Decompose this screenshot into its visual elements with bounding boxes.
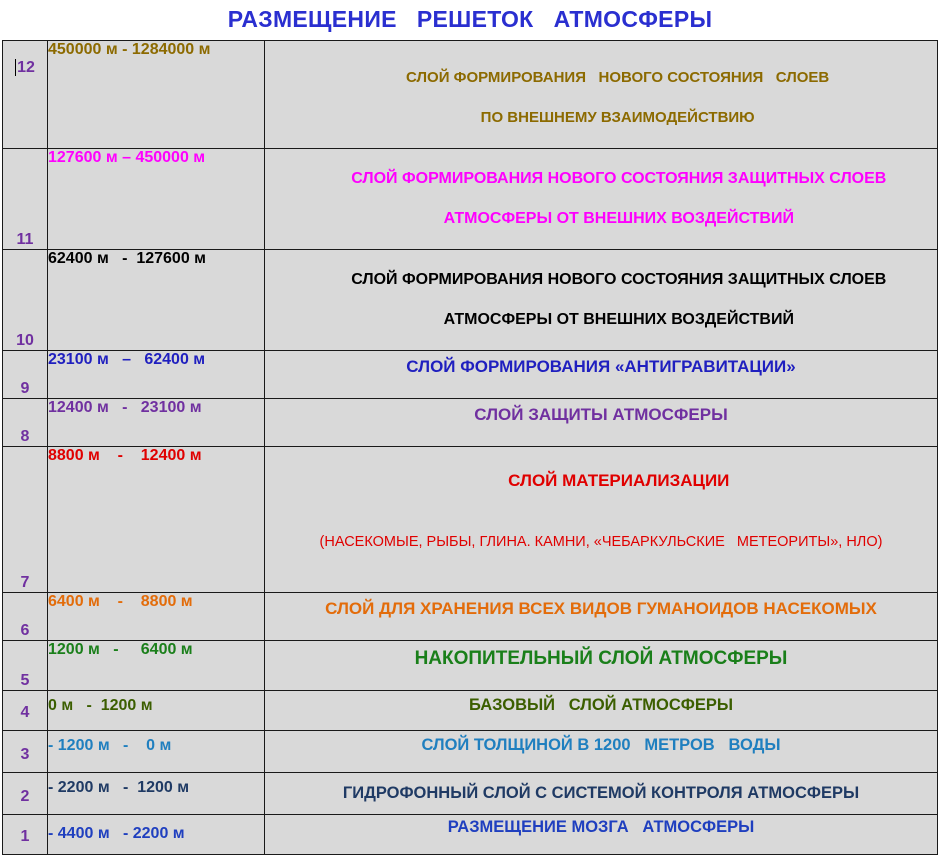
table-row <box>3 731 938 773</box>
table-row <box>3 691 938 731</box>
layer-description: БАЗОВЫЙ СЛОЙ АТМОСФЕРЫ <box>265 691 938 731</box>
table-row <box>3 773 938 815</box>
layer-altitude-range: 450000 м - 1284000 м <box>48 41 265 149</box>
layer-altitude-range: 12400 м - 23100 м <box>48 399 265 447</box>
table-row <box>3 41 938 149</box>
layer-altitude-range: 1200 м - 6400 м <box>48 641 265 691</box>
table-row <box>3 641 938 691</box>
layer-altitude-range: 62400 м - 127600 м <box>48 250 265 351</box>
layer-number: 6 <box>3 593 48 641</box>
layer-description-line1: СЛОЙ ФОРМИРОВАНИЯ НОВОГО СОСТОЯНИЯ СЛОЕВ <box>406 69 830 86</box>
layer-description: НАКОПИТЕЛЬНЫЙ СЛОЙ АТМОСФЕРЫ <box>265 641 938 691</box>
layer-number: 11 <box>3 149 48 250</box>
table-row <box>3 447 938 593</box>
layer-altitude-range: 23100 м – 62400 м <box>48 351 265 399</box>
layer-number: 9 <box>3 351 48 399</box>
layer-description: ГИДРОФОННЫЙ СЛОЙ С СИСТЕМОЙ КОНТРОЛЯ АТМОСФЕРЫ <box>265 773 938 815</box>
layer-number: 10 <box>3 250 48 351</box>
table-row <box>3 250 938 351</box>
layer-altitude-range: 0 м - 1200 м <box>48 691 265 731</box>
layer-altitude-range: - 2200 м - 1200 м <box>48 773 265 815</box>
layer-number: 5 <box>3 641 48 691</box>
layer-number: 3 <box>3 731 48 773</box>
layer-description: СЛОЙ ФОРМИРОВАНИЯ «АНТИГРАВИТАЦИИ» <box>265 351 938 399</box>
text-cursor <box>15 59 16 76</box>
layer-description-line1: СЛОЙ ФОРМИРОВАНИЯ НОВОГО СОСТОЯНИЯ ЗАЩИТНЫХ СЛОЕВ <box>351 170 887 187</box>
layer-description-line1: СЛОЙ ФОРМИРОВАНИЯ НОВОГО СОСТОЯНИЯ ЗАЩИТНЫХ СЛОЕВ <box>351 271 887 288</box>
layer-altitude-range: 127600 м – 450000 м <box>48 149 265 250</box>
layer-number: 2 <box>3 773 48 815</box>
layer-number: 7 <box>3 447 48 593</box>
layer-description: СЛОЙ ТОЛЩИНОЙ В 1200 МЕТРОВ ВОДЫ <box>265 731 938 773</box>
layer-description <box>265 149 938 250</box>
layer-altitude-range: - 4400 м - 2200 м <box>48 815 265 855</box>
layer-number: 8 <box>3 399 48 447</box>
layer-altitude-range: 8800 м - 12400 м <box>48 447 265 593</box>
layer-altitude-range: - 1200 м - 0 м <box>48 731 265 773</box>
layer-description-line2: АТМОСФЕРЫ ОТ ВНЕШНИХ ВОЗДЕЙСТВИЙ <box>443 210 794 227</box>
layer-description: СЛОЙ ЗАЩИТЫ АТМОСФЕРЫ <box>265 399 938 447</box>
layer-description-line2: (НАСЕКОМЫЕ, РЫБЫ, ГЛИНА. КАМНИ, «ЧЕБАРКУЛЬСКИЕ МЕТЕОРИТЫ», НЛО) <box>319 534 883 550</box>
table-row <box>3 815 938 855</box>
layer-number: 4 <box>3 691 48 731</box>
table-row <box>3 351 938 399</box>
layer-description: РАЗМЕЩЕНИЕ МОЗГА АТМОСФЕРЫ <box>265 815 938 855</box>
layer-description <box>265 447 938 593</box>
layer-description <box>265 250 938 351</box>
layer-description-line2: ПО ВНЕШНЕМУ ВЗАИМОДЕЙСТВИЮ <box>480 109 755 126</box>
layer-number: 1 <box>3 815 48 855</box>
atmosphere-layers-table <box>2 40 938 855</box>
layer-number: 12 <box>3 41 48 149</box>
layer-description-line1: СЛОЙ МАТЕРИАЛИЗАЦИИ <box>508 471 730 490</box>
layer-description-line2: АТМОСФЕРЫ ОТ ВНЕШНИХ ВОЗДЕЙСТВИЙ <box>443 311 794 328</box>
layer-description: СЛОЙ ДЛЯ ХРАНЕНИЯ ВСЕХ ВИДОВ ГУМАНОИДОВ НАСЕКОМЫХ <box>265 593 938 641</box>
table-row <box>3 593 938 641</box>
page-title: РАЗМЕЩЕНИЕ РЕШЕТОК АТМОСФЕРЫ <box>227 6 713 32</box>
table-row <box>3 149 938 250</box>
layer-altitude-range: 6400 м - 8800 м <box>48 593 265 641</box>
layer-description <box>265 41 938 149</box>
table-row <box>3 399 938 447</box>
